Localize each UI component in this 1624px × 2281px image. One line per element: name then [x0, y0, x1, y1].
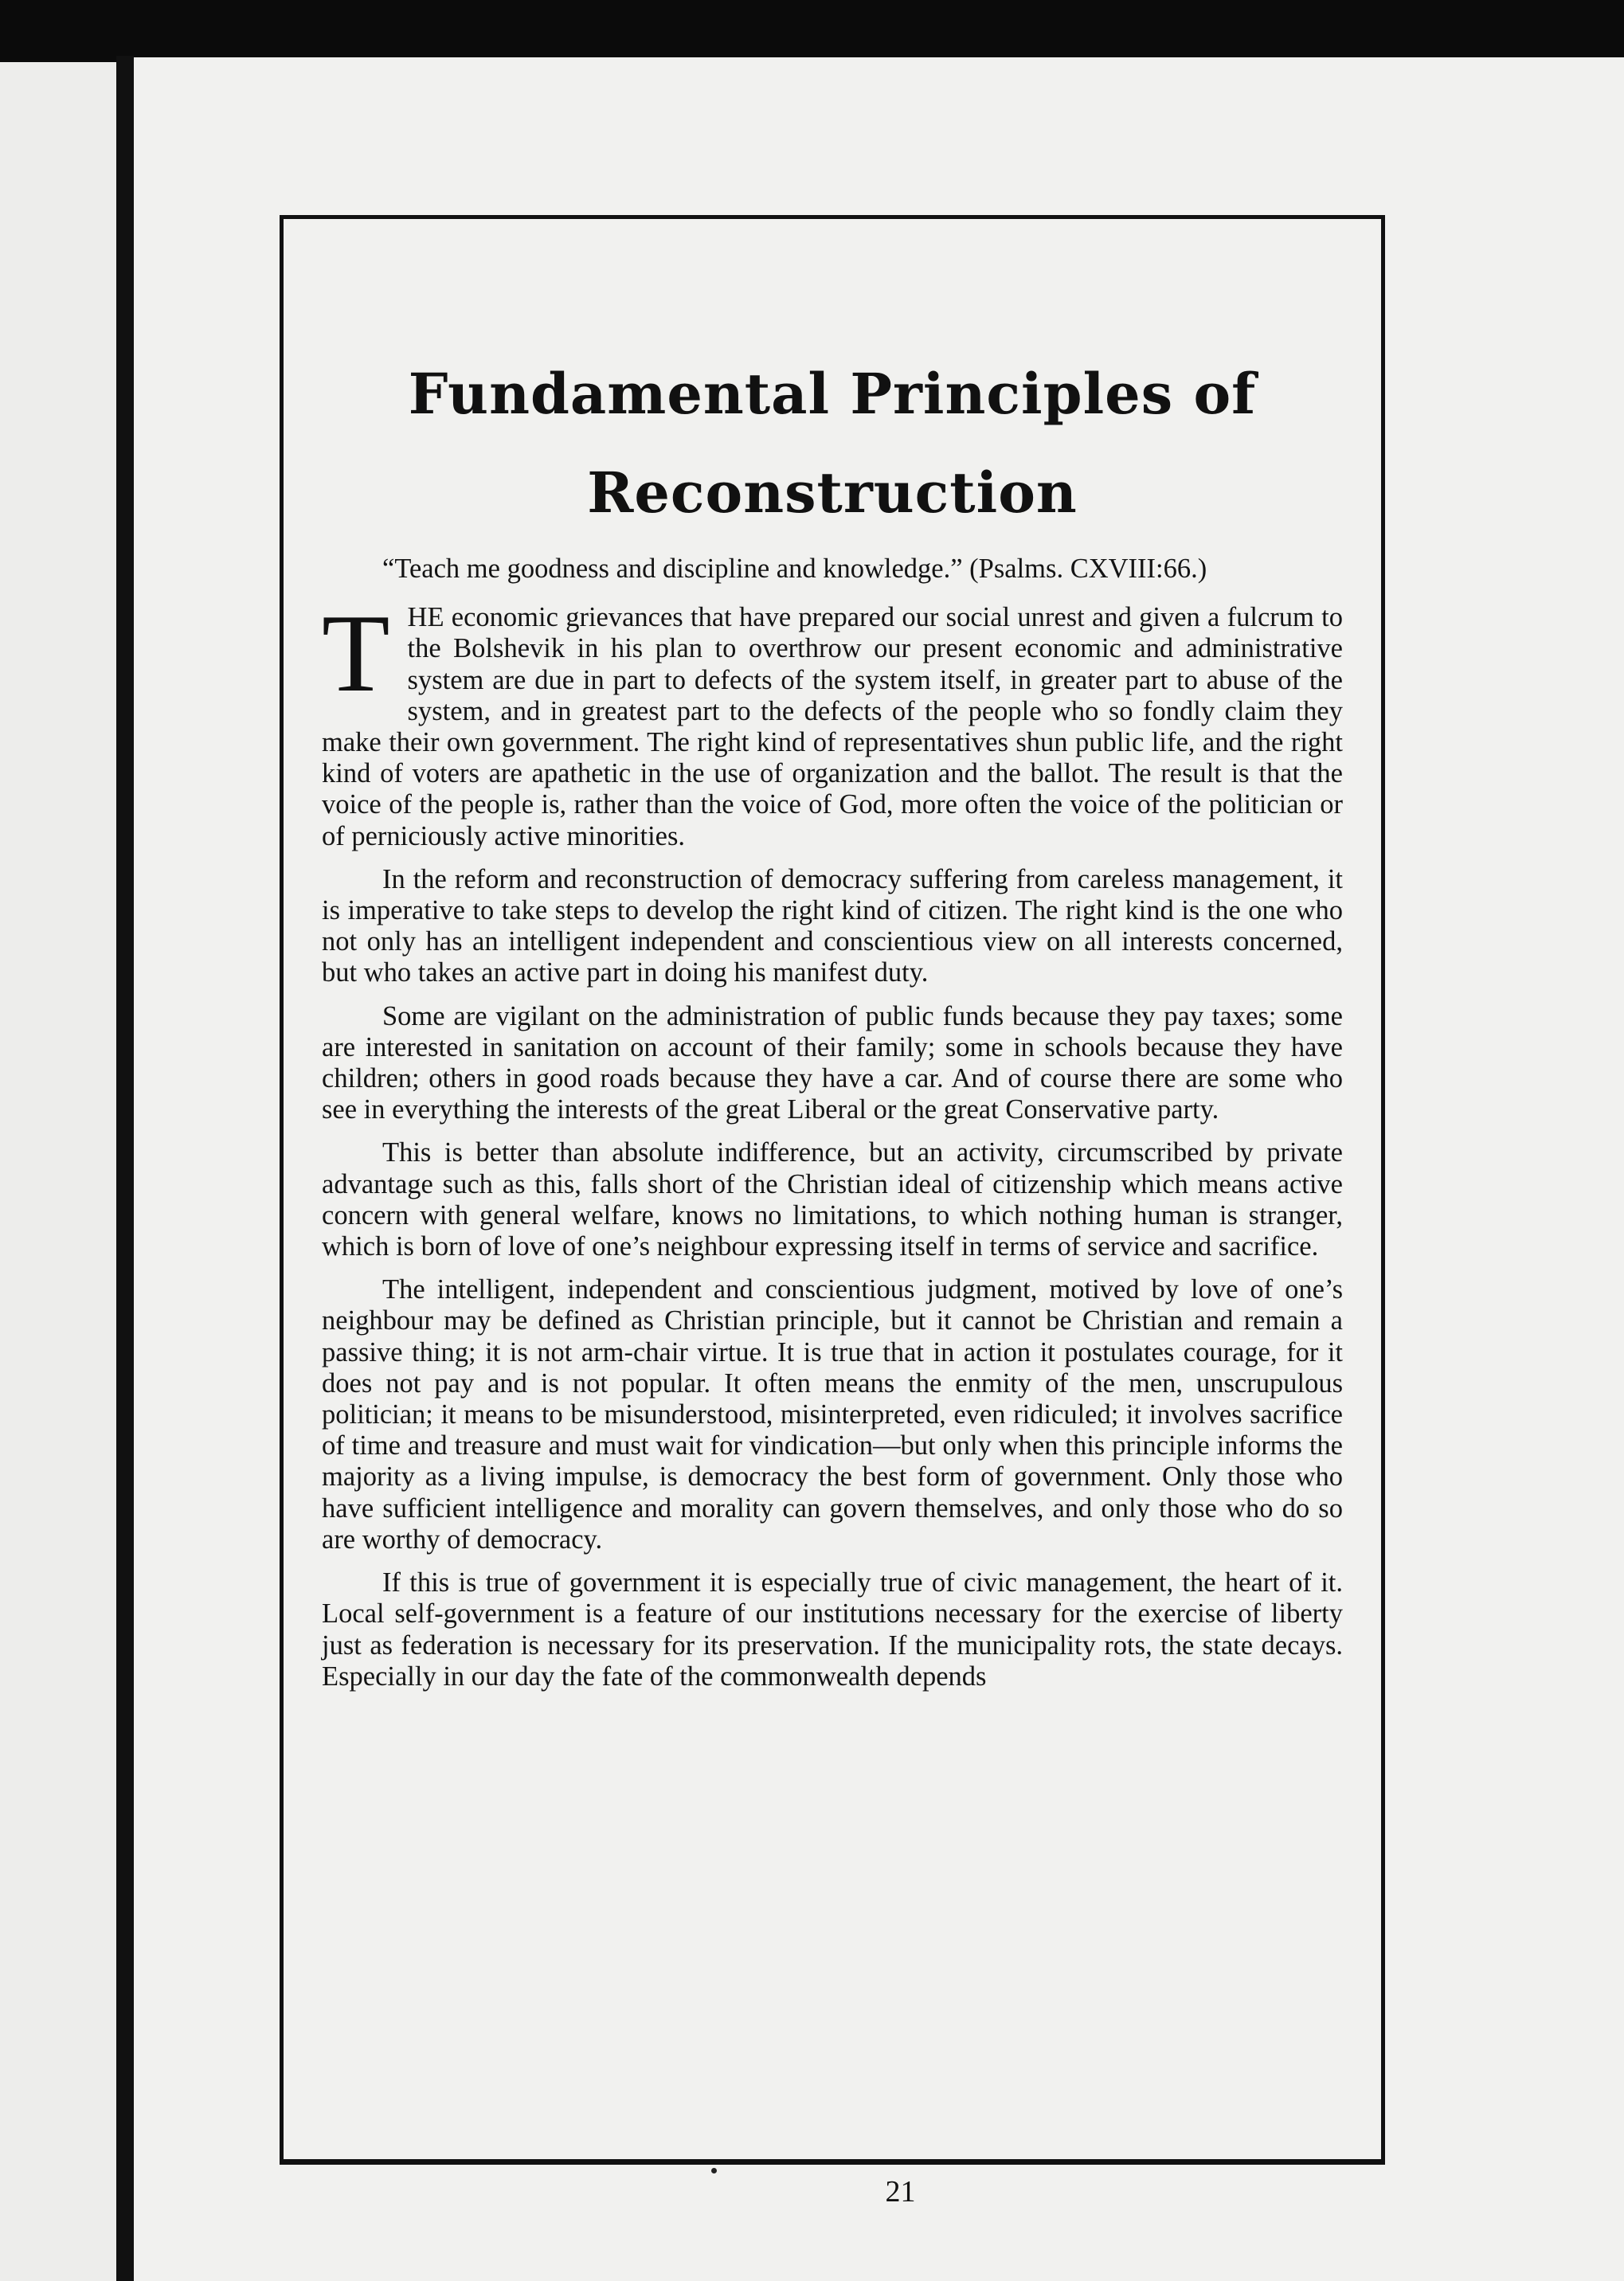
title-line-1: Fundamental Principles of — [408, 361, 1257, 427]
book-gutter — [116, 56, 134, 2281]
paragraph-3: Some are vigilant on the administration of public funds because they pay taxes; some are interested in sanitation on account of their family; some in schools because they have children; others in good roads because they have a car. And of course there are some who see in everything the interests of the great Liberal or the great Conservative party. — [322, 1000, 1343, 1125]
paragraph-4: This is better than absolute indifference, but an activity, circumscribed by private advantage such as this, falls short of the Christian ideal of citizenship which means active concern with general welfare, knows no limitations, to which nothing human is stranger, which is born of love of one’s neighbour expressing itself in terms of service and sacrifice. — [322, 1137, 1343, 1262]
facing-page-edge — [0, 62, 116, 2281]
text-frame — [280, 215, 1385, 2165]
paragraph-6: If this is true of government it is especially true of civic management, the heart of it. Local self-government is a feature of our institutions necessary for the exercise of liberty just as federation is necessary for its preservation. If the municipality rots, the state decays. Especially in our day the fate of the commonwealth depends — [322, 1567, 1343, 1692]
page-title — [284, 345, 1381, 542]
paragraph-2: In the reform and reconstruction of democracy suffering from careless management, it is imperative to take steps to develop the right kind of citizen. The right kind is the one who not only has an intelligent independent and conscientious view on all interests concerned, but who takes an active part in doing his manifest duty. — [322, 863, 1343, 988]
paragraph-1-text: HE economic grievances that have prepared our social unrest and given a fulcrum to the Bolshevik in his plan to overthrow our present economic and administrative system are due in part to defects of the system itself, in greater part to abuse of the system, and in greatest part to the defects of the people who so fondly claim they make their own government. The right kind of representatives shun public life, and the right kind of voters are apathetic in the use of organization and the ballot. The result is that the voice of the people is, rather than the voice of God, more often the voice of the politician or of perniciously active minorities. — [322, 602, 1343, 851]
drop-cap: T — [322, 592, 390, 716]
paragraph-5: The intelligent, independent and conscientious judgment, motived by love of one’s neighbour may be defined as Christian principle, but it cannot be Christian and remain a passive thing; it is not arm-chair virtue. It is true that in action it postulates courage, for it does not pay and is not popular. It often means the enmity of the men, unscrupulous politician; it means to be misunderstood, misinterpreted, even ridiculed; it involves sacrifice of time and treasure and must wait for vindication—but only when this principle informs the majority as a living impulse, is democracy the best form of government. Only those who have sufficient intelligence and morality can govern themselves, and only those who do so are worthy of democracy. — [322, 1274, 1343, 1555]
title-line-2: Reconstruction — [587, 460, 1078, 526]
body-text — [322, 554, 1343, 1704]
book-page — [134, 57, 1624, 2281]
print-speck — [711, 2168, 717, 2173]
epigraph: “Teach me goodness and discipline and knowledge.” (Psalms. CXVIII:66.) — [382, 554, 1207, 584]
paragraph-1 — [322, 592, 1343, 852]
page-number: 21 — [885, 2175, 916, 2209]
